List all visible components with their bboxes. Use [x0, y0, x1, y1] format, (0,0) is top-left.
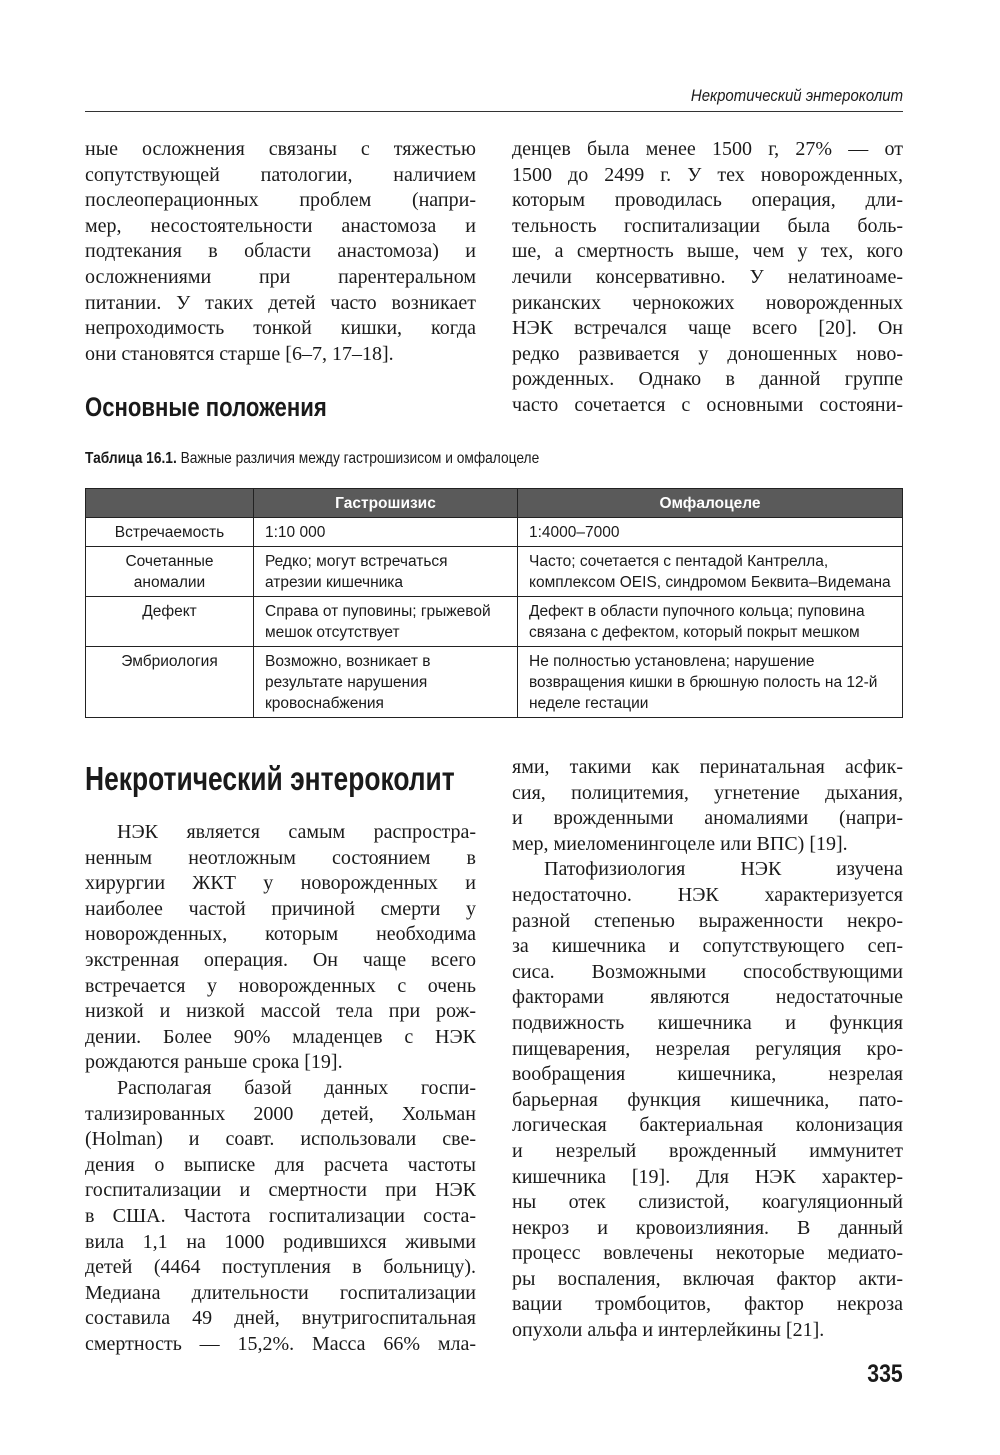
text-line: разной степенью выраженности некро- — [512, 909, 903, 932]
text-line: риканских чернокожих новорожденных — [512, 291, 903, 314]
text-line: процесс вовлечены некоторые медиато- — [512, 1242, 903, 1265]
text-line: недостаточно. НЭК характеризуется — [512, 883, 903, 906]
text-line: кишечника [19]. Для НЭК характер- — [512, 1165, 903, 1188]
text-line: рожденных. Однако в данной группе — [512, 368, 903, 391]
table-cell: 1:4000–7000 — [518, 518, 903, 547]
text-line: низкой и низкой массой тела при рож- — [85, 1000, 476, 1023]
text-line: сия, полицитемия, угнетение дыхания, — [512, 781, 903, 804]
text-line: Располагая базой данных госпи- — [117, 1076, 476, 1099]
text-line: рождаются раньше срока [19]. — [85, 1051, 343, 1074]
text-line: 1500 до 2499 г. У тех новорожденных, — [512, 163, 903, 186]
text-line: некроз и кровоизлияния. В данный — [512, 1216, 903, 1239]
text-line: Патофизиология НЭК изучена — [544, 858, 903, 881]
table-header-row — [86, 489, 903, 518]
text-line: за кишечника и сопутствующего сеп- — [512, 935, 903, 958]
text-line: экстренная операция. Он чаще всего — [85, 948, 476, 971]
table-header-cell — [86, 489, 254, 518]
row-label: Сочетанные аномалии — [86, 547, 254, 597]
table-row — [86, 647, 903, 718]
text-line: НЭК является самым распростра- — [117, 821, 476, 843]
text-line: новорожденных, которым необходима — [85, 923, 476, 946]
text-line: опухоли альфа и интерлейкины [21]. — [512, 1319, 825, 1342]
table-cell: Часто; сочетается с пентадой Кантрелла, комплексом OEIS, синдромом Беквита–Видемана — [518, 547, 903, 597]
row-label: Встречаемость — [86, 518, 254, 547]
text-line: смертность — 15,2%. Масса 66% мла- — [85, 1332, 476, 1355]
header-rule — [85, 111, 903, 112]
row-label: Эмбриология — [86, 647, 254, 718]
text-line: тельность госпитализации была боль- — [512, 214, 903, 237]
text-line: подтекания в области анастомоза) и — [85, 240, 476, 263]
table-row — [86, 547, 903, 597]
text-line: сопутствующей патологии, наличием — [85, 163, 476, 186]
table-cell: Возможно, возникает в результате нарушения кровоснабжения — [254, 647, 518, 718]
text-line: послеоперационных проблем (напри- — [85, 189, 476, 212]
text-line: логическая бактериальная колонизация — [512, 1114, 903, 1137]
table-header-cell: Гастрошизис — [254, 489, 518, 518]
text-line: мер, миеломенингоцеле или ВПС) [19]. — [512, 832, 848, 855]
text-line: ше, а смертность выше, чем у тех, кого — [512, 240, 903, 263]
row-label: Дефект — [86, 597, 254, 647]
table-cell: Справа от пуповины; грыжевой мешок отсутствует — [254, 597, 518, 647]
text-line: встречается у новорожденных с очень — [85, 974, 476, 997]
left-column-bottom — [85, 820, 476, 1357]
text-line: непроходимость тонкой кишки, когда — [85, 317, 476, 340]
table-cell: Не полностью установлена; нарушение возвращения кишки в брюшную полость на 12-й неделе гестации — [518, 647, 903, 718]
table-cell: Дефект в области пупочного кольца; пуповина связана с дефектом, который покрыт мешком — [518, 597, 903, 647]
text-line: тализированных 2000 детей, Хольман — [85, 1102, 476, 1125]
text-line: дения о выписке для расчета частоты — [85, 1153, 476, 1176]
table-header-cell: Омфалоцеле — [518, 489, 903, 518]
text-line: и врожденными аномалиями (напри- — [512, 807, 903, 830]
text-line: наиболее частой причиной смерти у — [85, 897, 476, 920]
section-heading-key-points: Основные положения — [85, 392, 327, 422]
running-head: Некротический энтероколит — [690, 86, 903, 105]
text-line: лечили консервативно. У нелатиноаме- — [512, 265, 903, 288]
text-line: составила 49 дней, внутригоспитальная — [85, 1307, 476, 1330]
text-line: денцев была менее 1500 г, 27% — от — [512, 138, 903, 160]
text-line: которым проводилась операция, дли- — [512, 189, 903, 212]
text-line: часто сочетается с основными состояни- — [512, 393, 903, 416]
text-line: (Holman) и соавт. использовали све- — [85, 1128, 476, 1151]
comparison-table — [85, 488, 903, 718]
table-caption — [85, 450, 539, 468]
text-line: Медиана длительности госпитализации — [85, 1281, 476, 1304]
text-line: хирургии ЖКТ у новорожденных и — [85, 872, 476, 895]
text-line: ями, такими как перинатальная асфик- — [512, 756, 903, 778]
text-line: дении. Более 90% младенцев с НЭК — [85, 1025, 476, 1048]
table-row — [86, 597, 903, 647]
table-row — [86, 518, 903, 547]
text-line: они становятся старше [6–7, 17–18]. — [85, 342, 394, 365]
text-line: ны отек слизистой, коагуляционный — [512, 1191, 903, 1214]
text-line: в США. Частота госпитализации соста- — [85, 1204, 476, 1227]
text-line: и незрелый врожденный иммунитет — [512, 1139, 903, 1162]
text-line: вообращения кишечника, незрелая — [512, 1063, 903, 1086]
text-line: подвижность кишечника и функция — [512, 1011, 903, 1034]
table-cell: 1:10 000 — [254, 518, 518, 547]
text-line: редко развивается у доношенных ново- — [512, 342, 903, 365]
table-caption-label: Таблица 16.1. — [85, 450, 177, 467]
text-line: барьерная функция кишечника, пато- — [512, 1088, 903, 1111]
text-line: госпитализации и смертности при НЭК — [85, 1179, 476, 1202]
left-column-top — [85, 137, 476, 367]
text-line: детей (4464 поступления в больницу). — [85, 1256, 476, 1279]
text-line: ные осложнения связаны с тяжестью — [85, 138, 476, 160]
text-line: осложнениями при парентеральном — [85, 265, 476, 288]
table-cell: Редко; могут встречаться атрезии кишечника — [254, 547, 518, 597]
text-line: вации тромбоцитов, фактор некроза — [512, 1293, 903, 1316]
right-column-top — [512, 137, 903, 419]
text-line: НЭК встречался чаще всего [20]. Он — [512, 317, 903, 340]
text-line: питании. У таких детей часто возникает — [85, 291, 476, 314]
text-line: сиса. Возможными способствующими — [512, 960, 903, 983]
text-line: ры воспаления, включая фактор акти- — [512, 1267, 903, 1290]
page-number: 335 — [867, 1360, 903, 1388]
right-column-bottom — [512, 755, 903, 1344]
text-line: пищеварения, незрелая регуляция кро- — [512, 1037, 903, 1060]
text-line: факторами являются недостаточные — [512, 986, 903, 1009]
section-heading-nec: Некротический энтероколит — [85, 760, 455, 797]
text-line: ненным неотложным состоянием в — [85, 846, 476, 869]
text-line: вила 1,1 на 1000 родившихся живыми — [85, 1230, 476, 1253]
text-line: мер, несостоятельности анастомоза и — [85, 214, 476, 237]
table-caption-text: Важные различия между гастрошизисом и омфалоцеле — [176, 450, 540, 467]
